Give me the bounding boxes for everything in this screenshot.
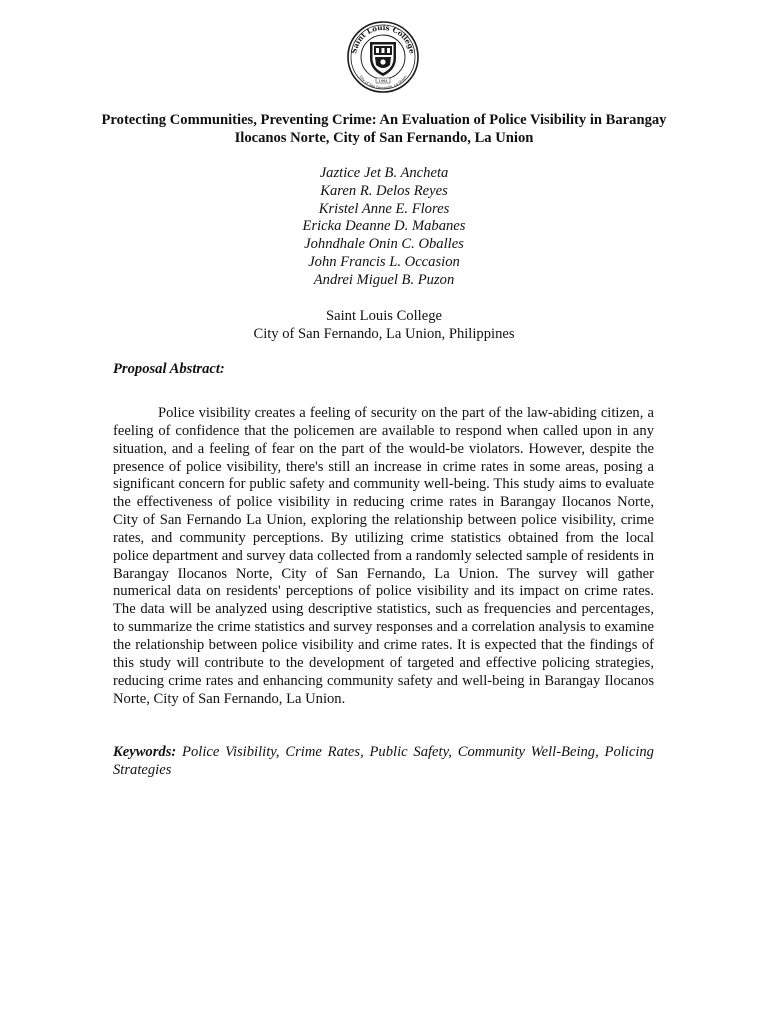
saint-louis-college-seal-icon	[346, 20, 420, 94]
abstract-heading: Proposal Abstract:	[113, 361, 225, 377]
author-name: Kristel Anne E. Flores	[318, 200, 450, 217]
seal-top-text: Saint Louis College	[349, 22, 417, 55]
affiliation	[100, 308, 668, 344]
seal-year: 1964	[378, 79, 388, 83]
seal-bottom-text: City of San Fernando, La Union	[358, 74, 408, 91]
author-name: Johndhale Onin C. Oballes	[304, 236, 464, 253]
author-name: Andrei Miguel B. Puzon	[313, 271, 455, 288]
institution-location: City of San Fernando, La Union, Philippines	[253, 325, 515, 342]
author-name: John Francis L. Occasion	[308, 253, 460, 270]
keywords-list: Police Visibility, Crime Rates, Public Safety, Community Well-Being, Policing Strategies	[113, 744, 654, 778]
institution-name: Saint Louis College	[326, 308, 442, 324]
author-name: Jaztice Jet B. Ancheta	[319, 165, 449, 181]
keywords-label: Keywords:	[113, 744, 177, 760]
paper-title: Protecting Communities, Preventing Crime: An Evaluation of Police Visibility in Barangay Ilocanos Norte, City of San Fernando, La Union	[101, 112, 667, 146]
abstract-body: Police visibility creates a feeling of security on the part of the law-abiding citizen, a feeling of confidence that the policemen are available to respond when called upon in any situation, and a feeling of fear on the part of the would-be violators. However, despite the presence of police visibility, there's still an increase in crime rates in some areas, posing a significant concern for public safety and community well-being. This study aims to evaluate the effectiveness of police visibility in reducing crime rates in Barangay Ilocanos Norte, City of San Fernando La Union, exploring the relationship between police visibility, crime rates, and community perceptions. By utilizing crime statistics obtained from the local police department and survey data collected from a randomly selected sample of residents in Barangay Ilocanos Norte, City of San Fernando, La Union. The survey will gather numerical data on residents' perceptions of police visibility and its impact on crime rates. The data will be analyzed using descriptive statistics, such as frequencies and percentages, to summarize the crime statistics and survey responses and a correlation analysis to examine the relationship between police visibility and crime rates. It is expected that the findings of this study will contribute to the development of targeted and effective policing strategies, reducing crime rates and enhancing community safety and well-being in Barangay Ilocanos Norte, City of San Fernando, La Union.	[113, 405, 654, 707]
author-name: Ericka Deanne D. Mabanes	[302, 218, 466, 235]
author-list	[100, 165, 668, 290]
author-name: Karen R. Delos Reyes	[320, 182, 448, 199]
keywords	[113, 744, 654, 780]
